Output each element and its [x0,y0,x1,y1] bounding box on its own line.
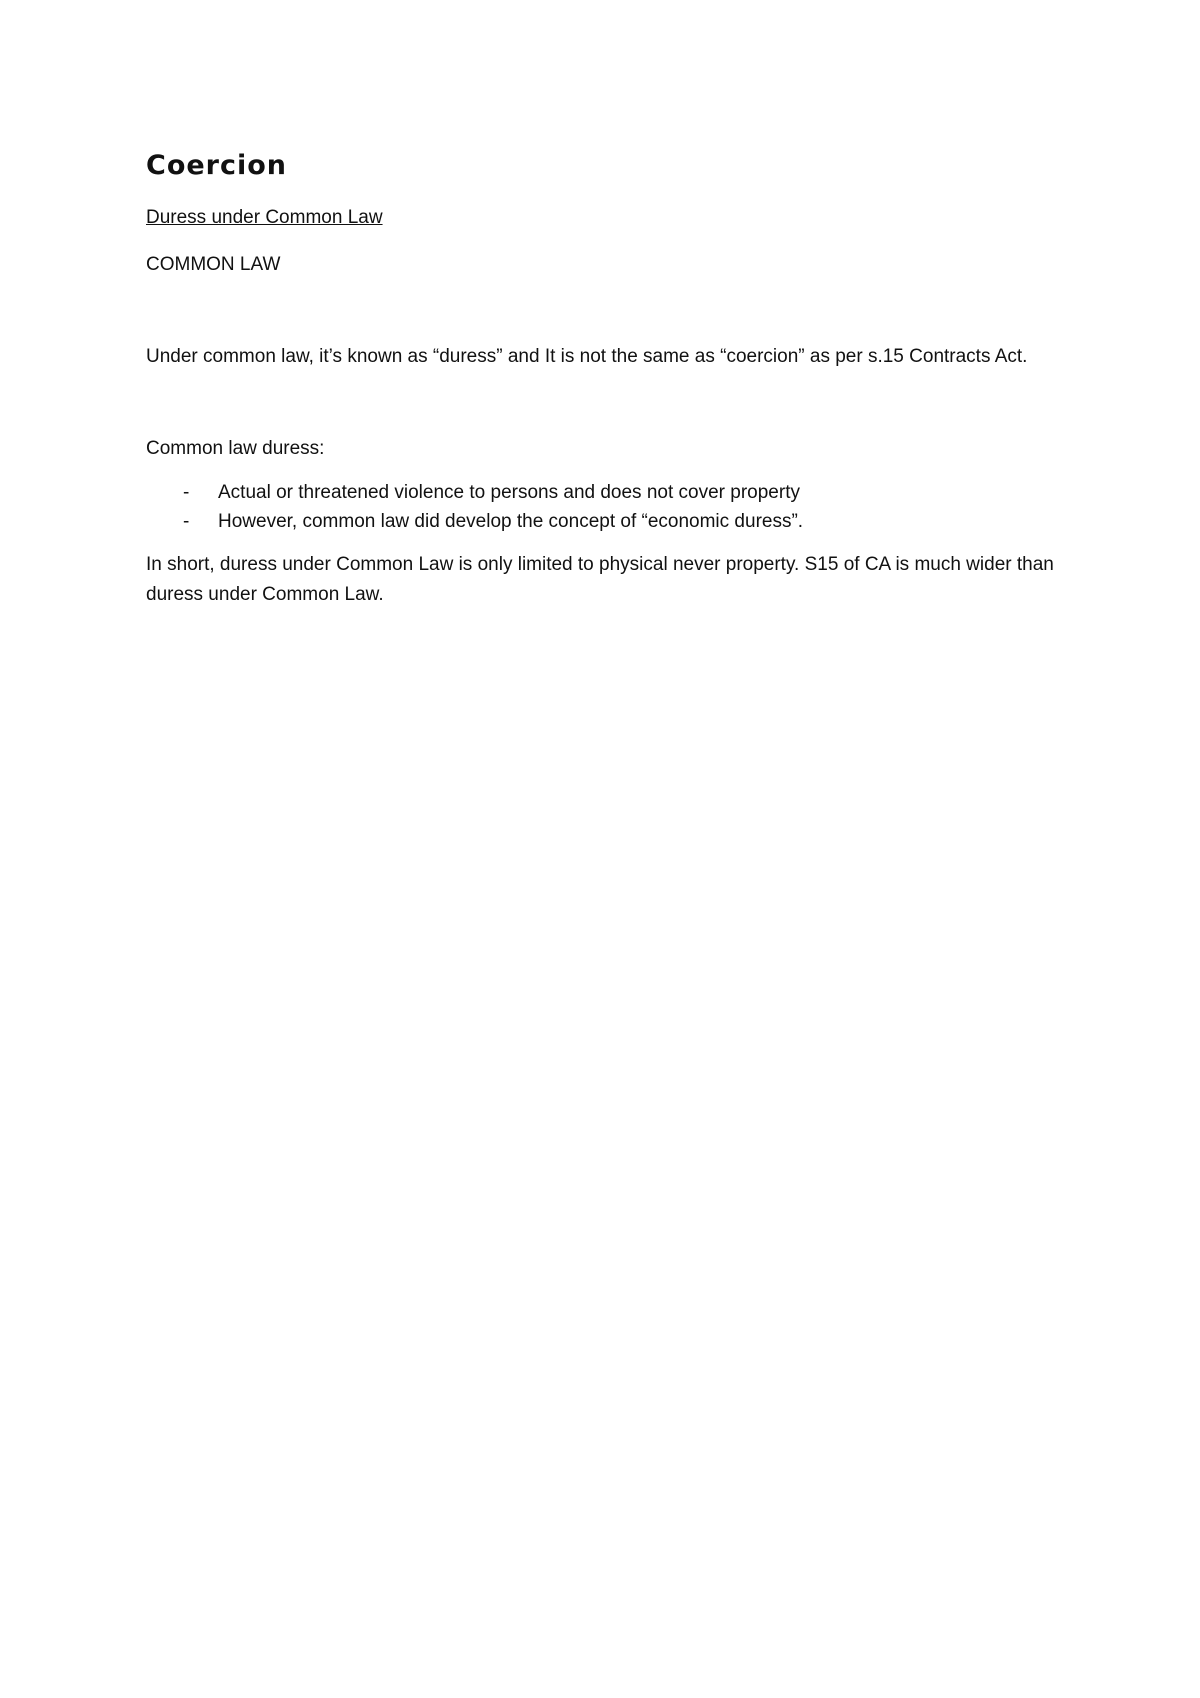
list-item [146,478,1066,507]
bullet-marker: - [183,481,190,503]
list-item-text: However, common law did develop the concept of “economic duress”. [218,510,804,532]
bullet-marker: - [183,510,190,532]
document-title: Coercion [146,150,288,181]
list-item-text: Actual or threatened violence to persons and does not cover property [218,481,800,503]
duress-bullet-list [146,478,1066,536]
list-intro-paragraph: Common law duress: [146,437,325,459]
summary-paragraph: In short, duress under Common Law is only limited to physical never property. S15 of CA is much wider than duress under Common Law. [146,553,1054,605]
document-body [146,150,1066,610]
list-item [146,507,1066,536]
intro-paragraph: Under common law, it’s known as “duress” and It is not the same as “coercion” as per s.15 Contracts Act. [146,345,1028,367]
section-label: COMMON LAW [146,254,281,276]
section-subheading: Duress under Common Law [146,207,383,229]
